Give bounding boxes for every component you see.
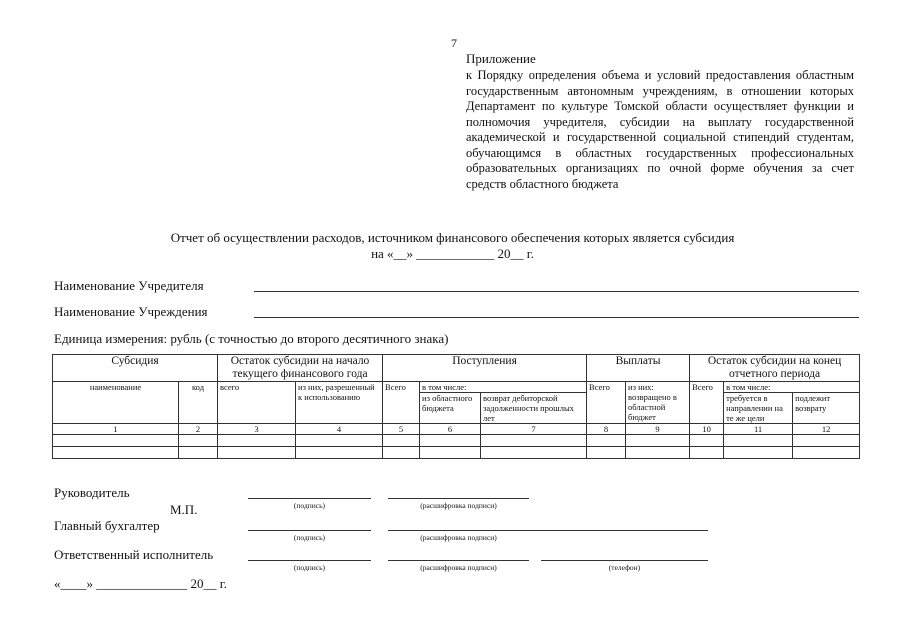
appendix-title: Приложение	[466, 51, 536, 66]
head-decoding-line[interactable]	[388, 498, 529, 499]
column-number: 8	[587, 424, 626, 435]
table-row[interactable]	[53, 447, 860, 459]
report-table	[52, 354, 860, 459]
table-header-sub	[53, 382, 860, 393]
header-subsidy: Субсидия	[53, 355, 218, 382]
col-end-total: Всего	[690, 382, 724, 424]
executor-decoding-line[interactable]	[388, 560, 529, 561]
appendix-text: к Порядку определения объема и условий предоставления областным государственным автономным учреждениям, в отношении которых Департамент по культуре Томской области осуществляет функции и полномочия учредителя, субсидии на выплату государственной академической и государственной социальной стипендий студентам, обучающимся в областных государственных профессиональных образовательных организациях по очной форме обучения за счет средств областного бюджета	[466, 68, 854, 191]
col-code: код	[179, 382, 218, 424]
column-number: 12	[793, 424, 860, 435]
column-number: 7	[481, 424, 587, 435]
col-from-budget: из областного бюджета	[420, 393, 481, 424]
col-balance-allowed: из них, разрешенный к использованию	[296, 382, 383, 424]
executor-phone-caption: (телефон)	[608, 563, 641, 572]
column-number: 4	[296, 424, 383, 435]
executor-label: Ответственный исполнитель	[54, 547, 214, 562]
founder-input-line[interactable]	[254, 291, 859, 292]
accountant-decoding-line[interactable]	[388, 530, 708, 531]
col-name: наименование	[53, 382, 179, 424]
report-title	[0, 230, 905, 262]
column-number: 6	[420, 424, 481, 435]
col-payments-total: Всего	[587, 382, 626, 424]
column-number: 5	[383, 424, 420, 435]
col-payments-returned: из них: возвращено в областной бюджет	[626, 382, 690, 424]
unit-label: Единица измерения: рубль (с точностью до второго десятичного знака)	[54, 331, 449, 346]
table-row[interactable]	[53, 435, 860, 447]
stamp-label: М.П.	[170, 502, 198, 517]
header-balance-end: Остаток субсидии на конец отчетного периода	[690, 355, 860, 382]
accountant-label: Главный бухгалтер	[54, 518, 160, 533]
header-balance-start: Остаток субсидии на начало текущего финансового года	[218, 355, 383, 382]
executor-signature-line[interactable]	[248, 560, 371, 561]
executor-signature-caption: (подпись)	[293, 563, 326, 572]
page-number: 7	[451, 36, 457, 50]
head-label: Руководитель	[54, 485, 130, 500]
column-number: 10	[690, 424, 724, 435]
col-required: требуется в направлении на те же цели	[724, 393, 793, 424]
table-header-groups	[53, 355, 860, 382]
col-end-incl: в том числе:	[724, 382, 860, 393]
column-number: 11	[724, 424, 793, 435]
institution-label: Наименование Учреждения	[54, 304, 208, 319]
col-to-return: подлежит возврату	[793, 393, 860, 424]
executor-decoding-caption: (расшифровка подписи)	[420, 563, 497, 572]
head-signature-caption: (подпись)	[293, 501, 326, 510]
column-number: 2	[179, 424, 218, 435]
institution-input-line[interactable]	[254, 317, 859, 318]
header-payments: Выплаты	[587, 355, 690, 382]
founder-label: Наименование Учредителя	[54, 278, 204, 293]
head-signature-line[interactable]	[248, 498, 371, 499]
signature-date: «____» ______________ 20__ г.	[54, 576, 227, 591]
col-receipts-incl: в том числе:	[420, 382, 587, 393]
table-column-numbers	[53, 424, 860, 435]
report-date-line: на «__» ____________ 20__ г.	[371, 246, 534, 261]
column-number: 1	[53, 424, 179, 435]
header-receipts: Поступления	[383, 355, 587, 382]
column-number: 9	[626, 424, 690, 435]
accountant-signature-caption: (подпись)	[293, 533, 326, 542]
head-decoding-caption: (расшифровка подписи)	[420, 501, 497, 510]
report-title-line1: Отчет об осуществлении расходов, источником финансового обеспечения которых является субсидия	[170, 230, 735, 245]
col-receipts-total: Всего	[383, 382, 420, 424]
col-balance-total: всего	[218, 382, 296, 424]
col-debt-return: возврат дебиторской задолженности прошлых лет	[481, 393, 587, 424]
column-number: 3	[218, 424, 296, 435]
executor-phone-line[interactable]	[541, 560, 708, 561]
accountant-signature-line[interactable]	[248, 530, 371, 531]
accountant-decoding-caption: (расшифровка подписи)	[420, 533, 497, 542]
